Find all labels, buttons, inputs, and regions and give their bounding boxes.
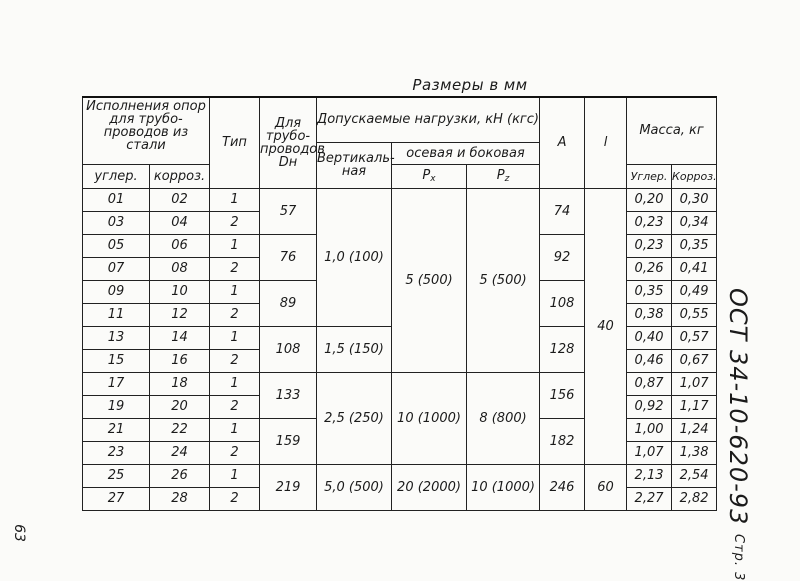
header-vertical: Вертикаль-ная [317,142,392,188]
cell-a: 246 [540,464,585,510]
cell-mass-corrosion: 0,30 [672,188,717,211]
cell-corrosion: 26 [150,464,210,487]
margin-page-number: 63 [10,524,27,542]
cell-mass-carbon: 0,23 [627,234,672,257]
cell-corrosion: 08 [150,257,210,280]
cell-mass-carbon: 2,13 [627,464,672,487]
header-mass-corrosion: Корроз. [672,164,717,188]
cell-mass-corrosion: 2,82 [672,487,717,510]
cell-corrosion: 22 [150,418,210,441]
cell-carbon: 13 [83,326,150,349]
cell-type: 2 [210,395,260,418]
cell-px: 5 (500) [392,188,467,372]
cell-type: 1 [210,418,260,441]
cell-mass-carbon: 0,46 [627,349,672,372]
cell-mass-carbon: 0,38 [627,303,672,326]
cell-mass-corrosion: 0,34 [672,211,717,234]
cell-l: 40 [585,188,627,464]
header-px: $P_x$ [392,164,467,188]
cell-mass-corrosion: 0,55 [672,303,717,326]
cell-carbon: 15 [83,349,150,372]
cell-a: 92 [540,234,585,280]
header-l: l [585,97,627,188]
cell-mass-corrosion: 0,35 [672,234,717,257]
header-axial-side: осевая и боковая [392,142,540,164]
cell-mass-carbon: 0,26 [627,257,672,280]
cell-carbon: 09 [83,280,150,303]
cell-carbon: 27 [83,487,150,510]
cell-a: 74 [540,188,585,234]
dimensions-caption: Размеры в мм [412,76,528,94]
cell-corrosion: 18 [150,372,210,395]
cell-mass-corrosion: 0,49 [672,280,717,303]
cell-carbon: 07 [83,257,150,280]
cell-a: 182 [540,418,585,464]
cell-type: 2 [210,257,260,280]
cell-vertical: 2,5 (250) [317,372,392,464]
cell-pz: 5 (500) [467,188,540,372]
cell-vertical: 5,0 (500) [317,464,392,510]
cell-carbon: 11 [83,303,150,326]
cell-type: 2 [210,303,260,326]
cell-dn: 57 [260,188,317,234]
cell-mass-carbon: 0,92 [627,395,672,418]
cell-mass-corrosion: 0,67 [672,349,717,372]
cell-mass-carbon: 2,27 [627,487,672,510]
cell-type: 1 [210,464,260,487]
cell-mass-carbon: 1,07 [627,441,672,464]
cell-dn: 76 [260,234,317,280]
cell-px: 20 (2000) [392,464,467,510]
cell-carbon: 19 [83,395,150,418]
cell-vertical: 1,0 (100) [317,188,392,326]
cell-pz: 8 (800) [467,372,540,464]
cell-mass-carbon: 1,00 [627,418,672,441]
cell-mass-carbon: 0,87 [627,372,672,395]
cell-mass-carbon: 0,23 [627,211,672,234]
cell-carbon: 05 [83,234,150,257]
header-for-pipes: Для трубо-проводов Dн [260,97,317,188]
cell-px: 10 (1000) [392,372,467,464]
header-a: A [540,97,585,188]
header-corrosion: корроз. [150,164,210,188]
cell-corrosion: 12 [150,303,210,326]
cell-mass-carbon: 0,40 [627,326,672,349]
support-spec-table [82,96,717,511]
cell-a: 156 [540,372,585,418]
header-pz: $P_z$ [467,164,540,188]
cell-carbon: 23 [83,441,150,464]
header-execution: Исполнения опор для трубо-проводов из стали [83,97,210,164]
cell-a: 108 [540,280,585,326]
cell-corrosion: 24 [150,441,210,464]
cell-dn: 159 [260,418,317,464]
cell-mass-corrosion: 1,17 [672,395,717,418]
cell-corrosion: 10 [150,280,210,303]
header-mass-carbon: Углер. [627,164,672,188]
cell-corrosion: 04 [150,211,210,234]
cell-type: 2 [210,211,260,234]
cell-corrosion: 20 [150,395,210,418]
cell-a: 128 [540,326,585,372]
document-code [718,288,758,581]
cell-l: 60 [585,464,627,510]
header-type: Тип [210,97,260,188]
header-carbon: углер. [83,164,150,188]
cell-dn: 219 [260,464,317,510]
cell-dn: 133 [260,372,317,418]
cell-mass-corrosion: 0,41 [672,257,717,280]
page-label: Стр. 3 [731,533,746,581]
cell-carbon: 25 [83,464,150,487]
cell-mass-carbon: 0,20 [627,188,672,211]
cell-corrosion: 28 [150,487,210,510]
cell-dn: 108 [260,326,317,372]
cell-type: 1 [210,326,260,349]
cell-mass-corrosion: 1,38 [672,441,717,464]
cell-corrosion: 14 [150,326,210,349]
cell-type: 2 [210,349,260,372]
cell-mass-carbon: 0,35 [627,280,672,303]
cell-type: 1 [210,234,260,257]
cell-mass-corrosion: 1,24 [672,418,717,441]
cell-dn: 89 [260,280,317,326]
cell-carbon: 03 [83,211,150,234]
cell-mass-corrosion: 2,54 [672,464,717,487]
cell-type: 2 [210,487,260,510]
cell-type: 1 [210,372,260,395]
standard-number: ОСТ 34-10-620-93 [724,288,752,526]
header-loads: Допускаемые нагрузки, кН (кгс) [317,97,540,142]
cell-corrosion: 16 [150,349,210,372]
header-mass: Масса, кг [627,97,717,164]
cell-type: 1 [210,280,260,303]
cell-mass-corrosion: 0,57 [672,326,717,349]
cell-carbon: 17 [83,372,150,395]
cell-carbon: 01 [83,188,150,211]
cell-type: 2 [210,441,260,464]
cell-corrosion: 06 [150,234,210,257]
cell-carbon: 21 [83,418,150,441]
cell-vertical: 1,5 (150) [317,326,392,372]
cell-type: 1 [210,188,260,211]
cell-corrosion: 02 [150,188,210,211]
cell-mass-corrosion: 1,07 [672,372,717,395]
cell-pz: 10 (1000) [467,464,540,510]
